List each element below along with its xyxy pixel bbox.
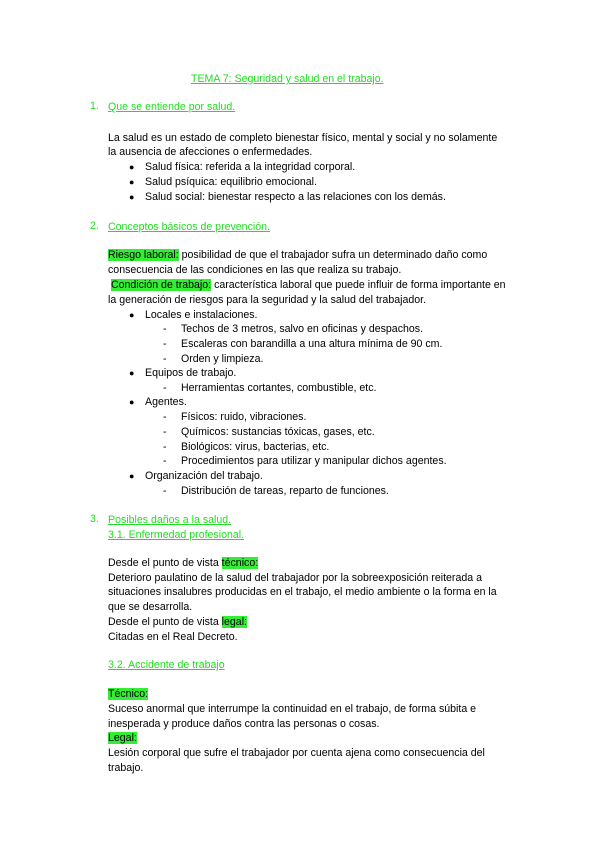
bullet-icon: ●: [129, 310, 135, 320]
accidente-tecnico-label: Técnico:: [108, 688, 149, 700]
riesgo-laboral-text: posibilidad de que el trabajador sufra un determinado daño como: [178, 249, 488, 261]
section-1-heading: Que se entiende por salud.: [108, 101, 236, 113]
enfermedad-legal-intro: [108, 615, 247, 629]
dash-icon: -: [163, 323, 167, 335]
bullet-icon: ●: [129, 471, 135, 481]
section-3-number: 3.: [90, 513, 99, 525]
bullet-salud-social: Salud social: bienestar respecto a las relaciones con los demás.: [145, 191, 446, 203]
accidente-legal-label: Legal:: [108, 732, 137, 744]
equipos-item-1: Herramientas cortantes, combustible, etc.: [181, 382, 377, 394]
dash-icon: -: [163, 441, 167, 453]
organizacion-item-1: Distribución de tareas, reparto de funciones.: [181, 485, 389, 497]
dash-icon: -: [163, 411, 167, 423]
accidente-tecnico-line-1: Suceso anormal que interrumpe la continuidad en el trabajo, de forma súbita e: [108, 703, 477, 715]
bullet-icon: ●: [129, 368, 135, 378]
bullet-organizacion: Organización del trabajo.: [145, 470, 263, 482]
locales-item-3: Orden y limpieza.: [181, 353, 264, 365]
section-2-heading: Conceptos básicos de prevención.: [108, 221, 270, 233]
dash-icon: -: [163, 455, 167, 467]
agentes-item-1: Físicos: ruido, vibraciones.: [181, 411, 307, 423]
accidente-tecnico-label-line: [108, 687, 148, 701]
bullet-salud-psiquica: Salud psíquica: equilibrio emocional.: [145, 176, 317, 188]
document-title: TEMA 7: Seguridad y salud en el trabajo.: [191, 73, 384, 85]
enfermedad-tecnico-label: técnico:: [221, 557, 259, 569]
enfermedad-legal-line-1: Citadas en el Real Decreto.: [108, 631, 238, 643]
bullet-salud-fisica: Salud física: referida a la integridad corporal.: [145, 161, 356, 173]
section-1-paragraph-line-2: la ausencia de afecciones o enfermedades.: [108, 146, 313, 158]
agentes-item-3: Biológicos: virus, bacterias, etc.: [181, 441, 330, 453]
dash-icon: -: [163, 338, 167, 350]
bullet-icon: ●: [129, 192, 135, 202]
accidente-legal-line-1: Lesión corporal que sufre el trabajador por cuenta ajena como consecuencia del: [108, 747, 485, 759]
locales-item-1: Techos de 3 metros, salvo en oficinas y despachos.: [181, 323, 424, 335]
bullet-icon: ●: [129, 397, 135, 407]
enfermedad-tecnico-line-1: Deterioro paulatino de la salud del trabajador por la sobreexposición reiterada a: [108, 572, 482, 584]
dash-icon: -: [163, 353, 167, 365]
riesgo-laboral-line-2: consecuencia de las condiciones en las que realiza su trabajo.: [108, 264, 402, 276]
riesgo-laboral-label: Riesgo laboral:: [108, 249, 179, 261]
agentes-item-4: Procedimientos para utilizar y manipular dichos agentes.: [181, 455, 447, 467]
locales-item-2: Escaleras con barandilla a una altura mínima de 90 cm.: [181, 338, 443, 350]
enfermedad-tecnico-intro: [108, 556, 258, 570]
condicion-trabajo-line-1: [111, 278, 506, 292]
condicion-trabajo-line-2: la generación de riesgos para la seguridad y la salud del trabajador.: [108, 294, 427, 306]
dash-icon: -: [163, 426, 167, 438]
section-1-paragraph-line-1: La salud es un estado de completo bienestar físico, mental y social y no solamente: [108, 132, 498, 144]
agentes-item-2: Químicos: sustancias tóxicas, gases, etc.: [181, 426, 375, 438]
section-3-heading: Posibles daños a la salud.: [108, 514, 232, 526]
subsection-3-2-heading: 3.2. Accidente de trabajo: [108, 659, 225, 671]
dash-icon: -: [163, 485, 167, 497]
accidente-legal-label-line: [108, 731, 137, 745]
enfermedad-tecnico-prefix: Desde el punto de vista: [108, 557, 222, 569]
section-1-number: 1.: [90, 100, 99, 112]
enfermedad-tecnico-line-3: que se desarrolla.: [108, 601, 193, 613]
condicion-trabajo-label: Condición de trabajo:: [111, 279, 212, 291]
accidente-legal-line-2: trabajo.: [108, 762, 144, 774]
bullet-icon: ●: [129, 162, 135, 172]
bullet-locales: Locales e instalaciones.: [145, 309, 258, 321]
riesgo-laboral-line-1: [108, 248, 487, 262]
section-2-number: 2.: [90, 220, 99, 232]
dash-icon: -: [163, 382, 167, 394]
bullet-icon: ●: [129, 177, 135, 187]
enfermedad-legal-label: legal:: [221, 616, 247, 628]
enfermedad-legal-prefix: Desde el punto de vista: [108, 616, 222, 628]
subsection-3-1-heading: 3.1. Enfermedad profesional.: [108, 529, 245, 541]
bullet-equipos: Equipos de trabajo.: [145, 367, 237, 379]
enfermedad-tecnico-line-2: situaciones insalubres producidas en el trabajo, el medio ambiente o la forma en la: [108, 586, 497, 598]
bullet-agentes: Agentes.: [145, 396, 187, 408]
accidente-tecnico-line-2: inesperada y produce daños contra las personas o cosas.: [108, 718, 380, 730]
condicion-trabajo-text: característica laboral que puede influir de forma importante en: [211, 279, 506, 291]
